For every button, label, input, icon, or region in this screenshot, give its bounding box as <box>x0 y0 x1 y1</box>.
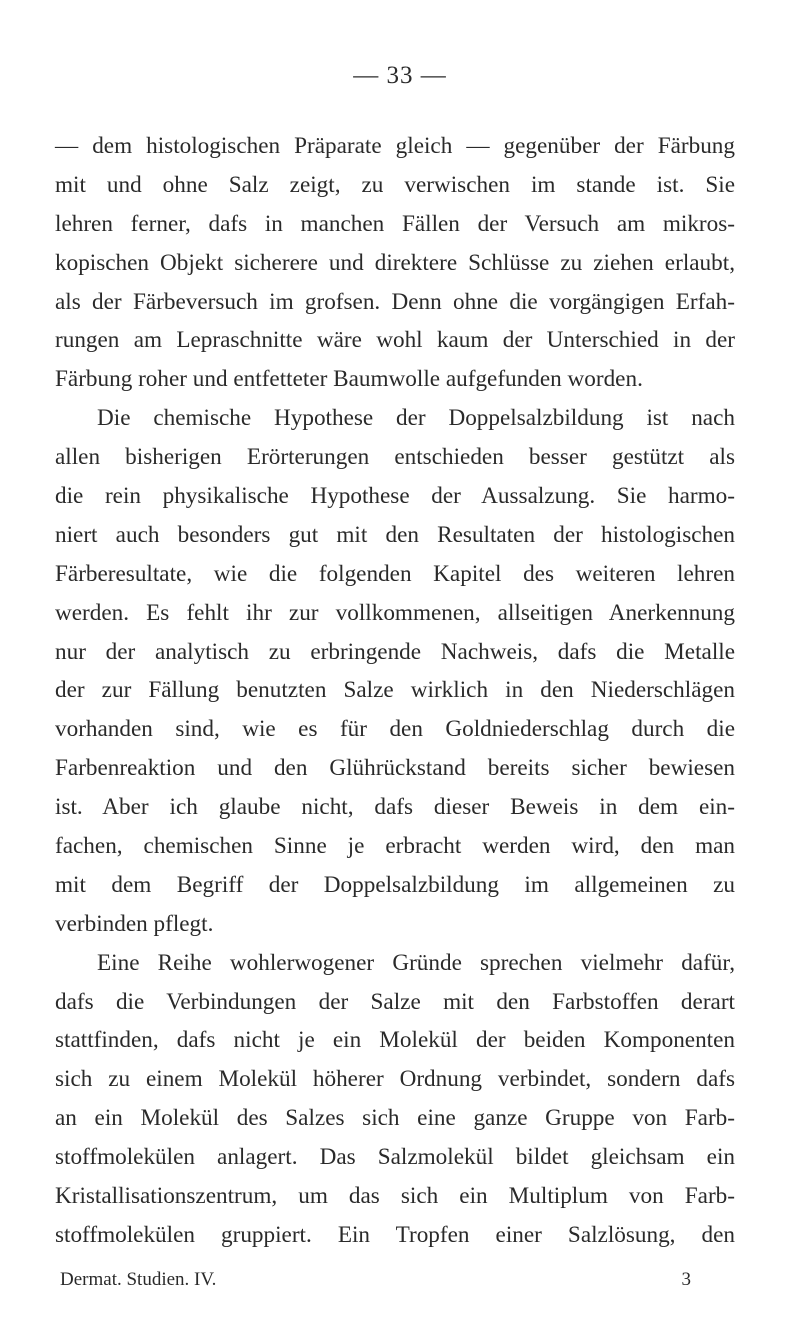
text-line: Kristallisationszentrum, um das sich ein Multiplum von Farb- <box>55 1183 735 1210</box>
footer-source: Dermat. Studien. IV. <box>60 1269 217 1290</box>
text-line: stattfinden, dafs nicht je ein Molekül der beiden Komponenten <box>55 1027 735 1054</box>
body-text <box>55 127 735 1255</box>
text-line: sich zu einem Molekül höherer Ordnung verbindet, sondern dafs <box>55 1066 735 1093</box>
text-line: die rein physikalische Hypothese der Aussalzung. Sie harmo- <box>55 483 735 510</box>
text-line: niert auch besonders gut mit den Resultaten der histologischen <box>55 521 735 548</box>
text-line: stoffmolekülen anlagert. Das Salzmolekül bildet gleichsam ein <box>55 1144 735 1171</box>
text-line: — dem histologischen Präparate gleich — gegenüber der Färbung <box>55 133 735 159</box>
footer-signature: 3 <box>681 1269 691 1290</box>
text-line: werden. Es fehlt ihr zur vollkommenen, allseitigen Anerkennung <box>55 599 735 626</box>
text-line: an ein Molekül des Salzes sich eine ganze Gruppe von Farb- <box>55 1105 735 1132</box>
text-line: vorhanden sind, wie es für den Goldniederschlag durch die <box>55 716 735 743</box>
text-line: als der Färbeversuch im grofsen. Denn ohne die vorgängigen Erfah- <box>55 288 735 315</box>
text-line: Die chemische Hypothese der Doppelsalzbildung ist nach <box>97 405 735 432</box>
page-number: — 33 — <box>353 62 447 89</box>
text-line: stoffmolekülen gruppiert. Ein Tropfen einer Salzlösung, den <box>55 1221 735 1248</box>
text-line: Eine Reihe wohlerwogener Gründe sprechen vielmehr dafür, <box>97 949 735 976</box>
text-line: nur der analytisch zu erbringende Nachweis, dafs die Metalle <box>55 638 735 665</box>
text-line: mit und ohne Salz zeigt, zu verwischen im stande ist. Sie <box>55 171 735 198</box>
text-line: der zur Fällung benutzten Salze wirklich in den Niederschlägen <box>55 677 735 704</box>
text-line: Farbenreaktion und den Glührückstand bereits sicher bewiesen <box>55 755 735 782</box>
text-line: fachen, chemischen Sinne je erbracht werden wird, den man <box>55 833 735 860</box>
text-line: verbinden pflegt. <box>55 910 214 937</box>
text-line: ist. Aber ich glaube nicht, dafs dieser Beweis in dem ein- <box>55 794 735 821</box>
text-line: allen bisherigen Erörterungen entschieden besser gestützt als <box>55 444 735 471</box>
text-line: dafs die Verbindungen der Salze mit den Farbstoffen derart <box>55 988 735 1015</box>
page-footer <box>55 1265 735 1295</box>
text-line: mit dem Begriff der Doppelsalzbildung im allgemeinen zu <box>55 871 735 898</box>
text-line: rungen am Lepraschnitte wäre wohl kaum der Unterschied in der <box>55 327 735 354</box>
text-line: lehren ferner, dafs in manchen Fällen der Versuch am mikros- <box>55 210 735 237</box>
text-line: Färberesultate, wie die folgenden Kapitel des weiteren lehren <box>55 560 735 587</box>
text-line: kopischen Objekt sicherere und direktere Schlüsse zu ziehen erlaubt, <box>55 249 735 276</box>
text-line: Färbung roher und entfetteter Baumwolle aufgefunden worden. <box>55 366 643 393</box>
